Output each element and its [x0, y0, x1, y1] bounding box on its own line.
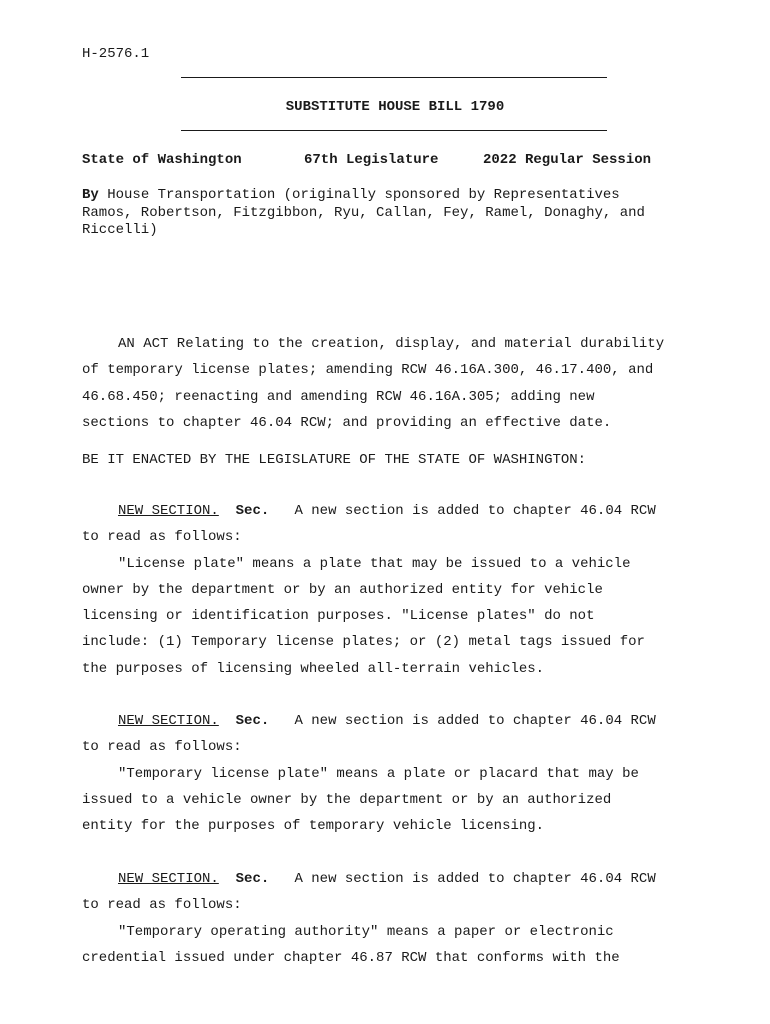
sponsor-line: By House Transportation (originally sponsored by Representatives — [82, 187, 620, 203]
section-intro: to read as follows: — [82, 897, 242, 914]
title-rule-bottom — [181, 130, 607, 131]
act-line: sections to chapter 46.04 RCW; and providing an effective date. — [82, 414, 612, 431]
new-section-2 — [82, 708, 722, 839]
section-line: "License plate" means a plate that may be issued to a vehicle — [118, 555, 631, 572]
title-rule-top — [181, 77, 607, 78]
new-section-1 — [82, 498, 722, 682]
section-intro: to read as follows: — [82, 529, 242, 546]
new-section-3 — [82, 866, 722, 971]
section-line: include: (1) Temporary license plates; or (2) metal tags issued for — [82, 634, 645, 651]
header-legislature: 67th Legislature — [304, 152, 439, 168]
header-session: 2022 Regular Session — [483, 152, 652, 168]
act-line: AN ACT Relating to the creation, display, and material durability — [118, 336, 665, 352]
section-line: credential issued under chapter 46.87 RCW that conforms with the — [82, 949, 620, 966]
section-line: entity for the purposes of temporary vehicle licensing. — [82, 818, 545, 835]
section-heading: NEW SECTION. Sec. A new section is added to chapter 46.04 RCW — [118, 503, 656, 519]
act-title — [82, 331, 722, 436]
sponsor-line: Ramos, Robertson, Fitzgibbon, Ryu, Callan, Fey, Ramel, Donaghy, and — [82, 204, 645, 221]
act-line: 46.68.450; reenacting and amending RCW 46.16A.305; adding new — [82, 388, 595, 405]
section-line: "Temporary license plate" means a plate or placard that may be — [118, 765, 639, 782]
section-line: licensing or identification purposes. "License plates" do not — [82, 608, 595, 625]
header-state: State of Washington — [82, 152, 242, 168]
act-line: of temporary license plates; amending RCW 46.16A.300, 46.17.400, and — [82, 362, 654, 379]
section-line: issued to a vehicle owner by the department or by an authorized — [82, 791, 612, 808]
bill-title: SUBSTITUTE HOUSE BILL 1790 — [285, 99, 505, 115]
section-line: "Temporary operating authority" means a paper or electronic — [118, 923, 614, 940]
section-intro: to read as follows: — [82, 739, 242, 756]
sponsor-block — [82, 187, 722, 240]
section-line: owner by the department or by an authorized entity for vehicle — [82, 581, 603, 598]
section-heading: NEW SECTION. Sec. A new section is added to chapter 46.04 RCW — [118, 713, 656, 729]
section-line: the purposes of licensing wheeled all-terrain vehicles. — [82, 660, 545, 677]
sponsor-line: Riccelli) — [82, 222, 158, 238]
enacting-clause: BE IT ENACTED BY THE LEGISLATURE OF THE STATE OF WASHINGTON: — [82, 452, 587, 468]
document-id: H-2576.1 — [82, 46, 150, 62]
sponsor-by: By — [82, 187, 99, 203]
section-heading: NEW SECTION. Sec. A new section is added to chapter 46.04 RCW — [118, 871, 656, 887]
